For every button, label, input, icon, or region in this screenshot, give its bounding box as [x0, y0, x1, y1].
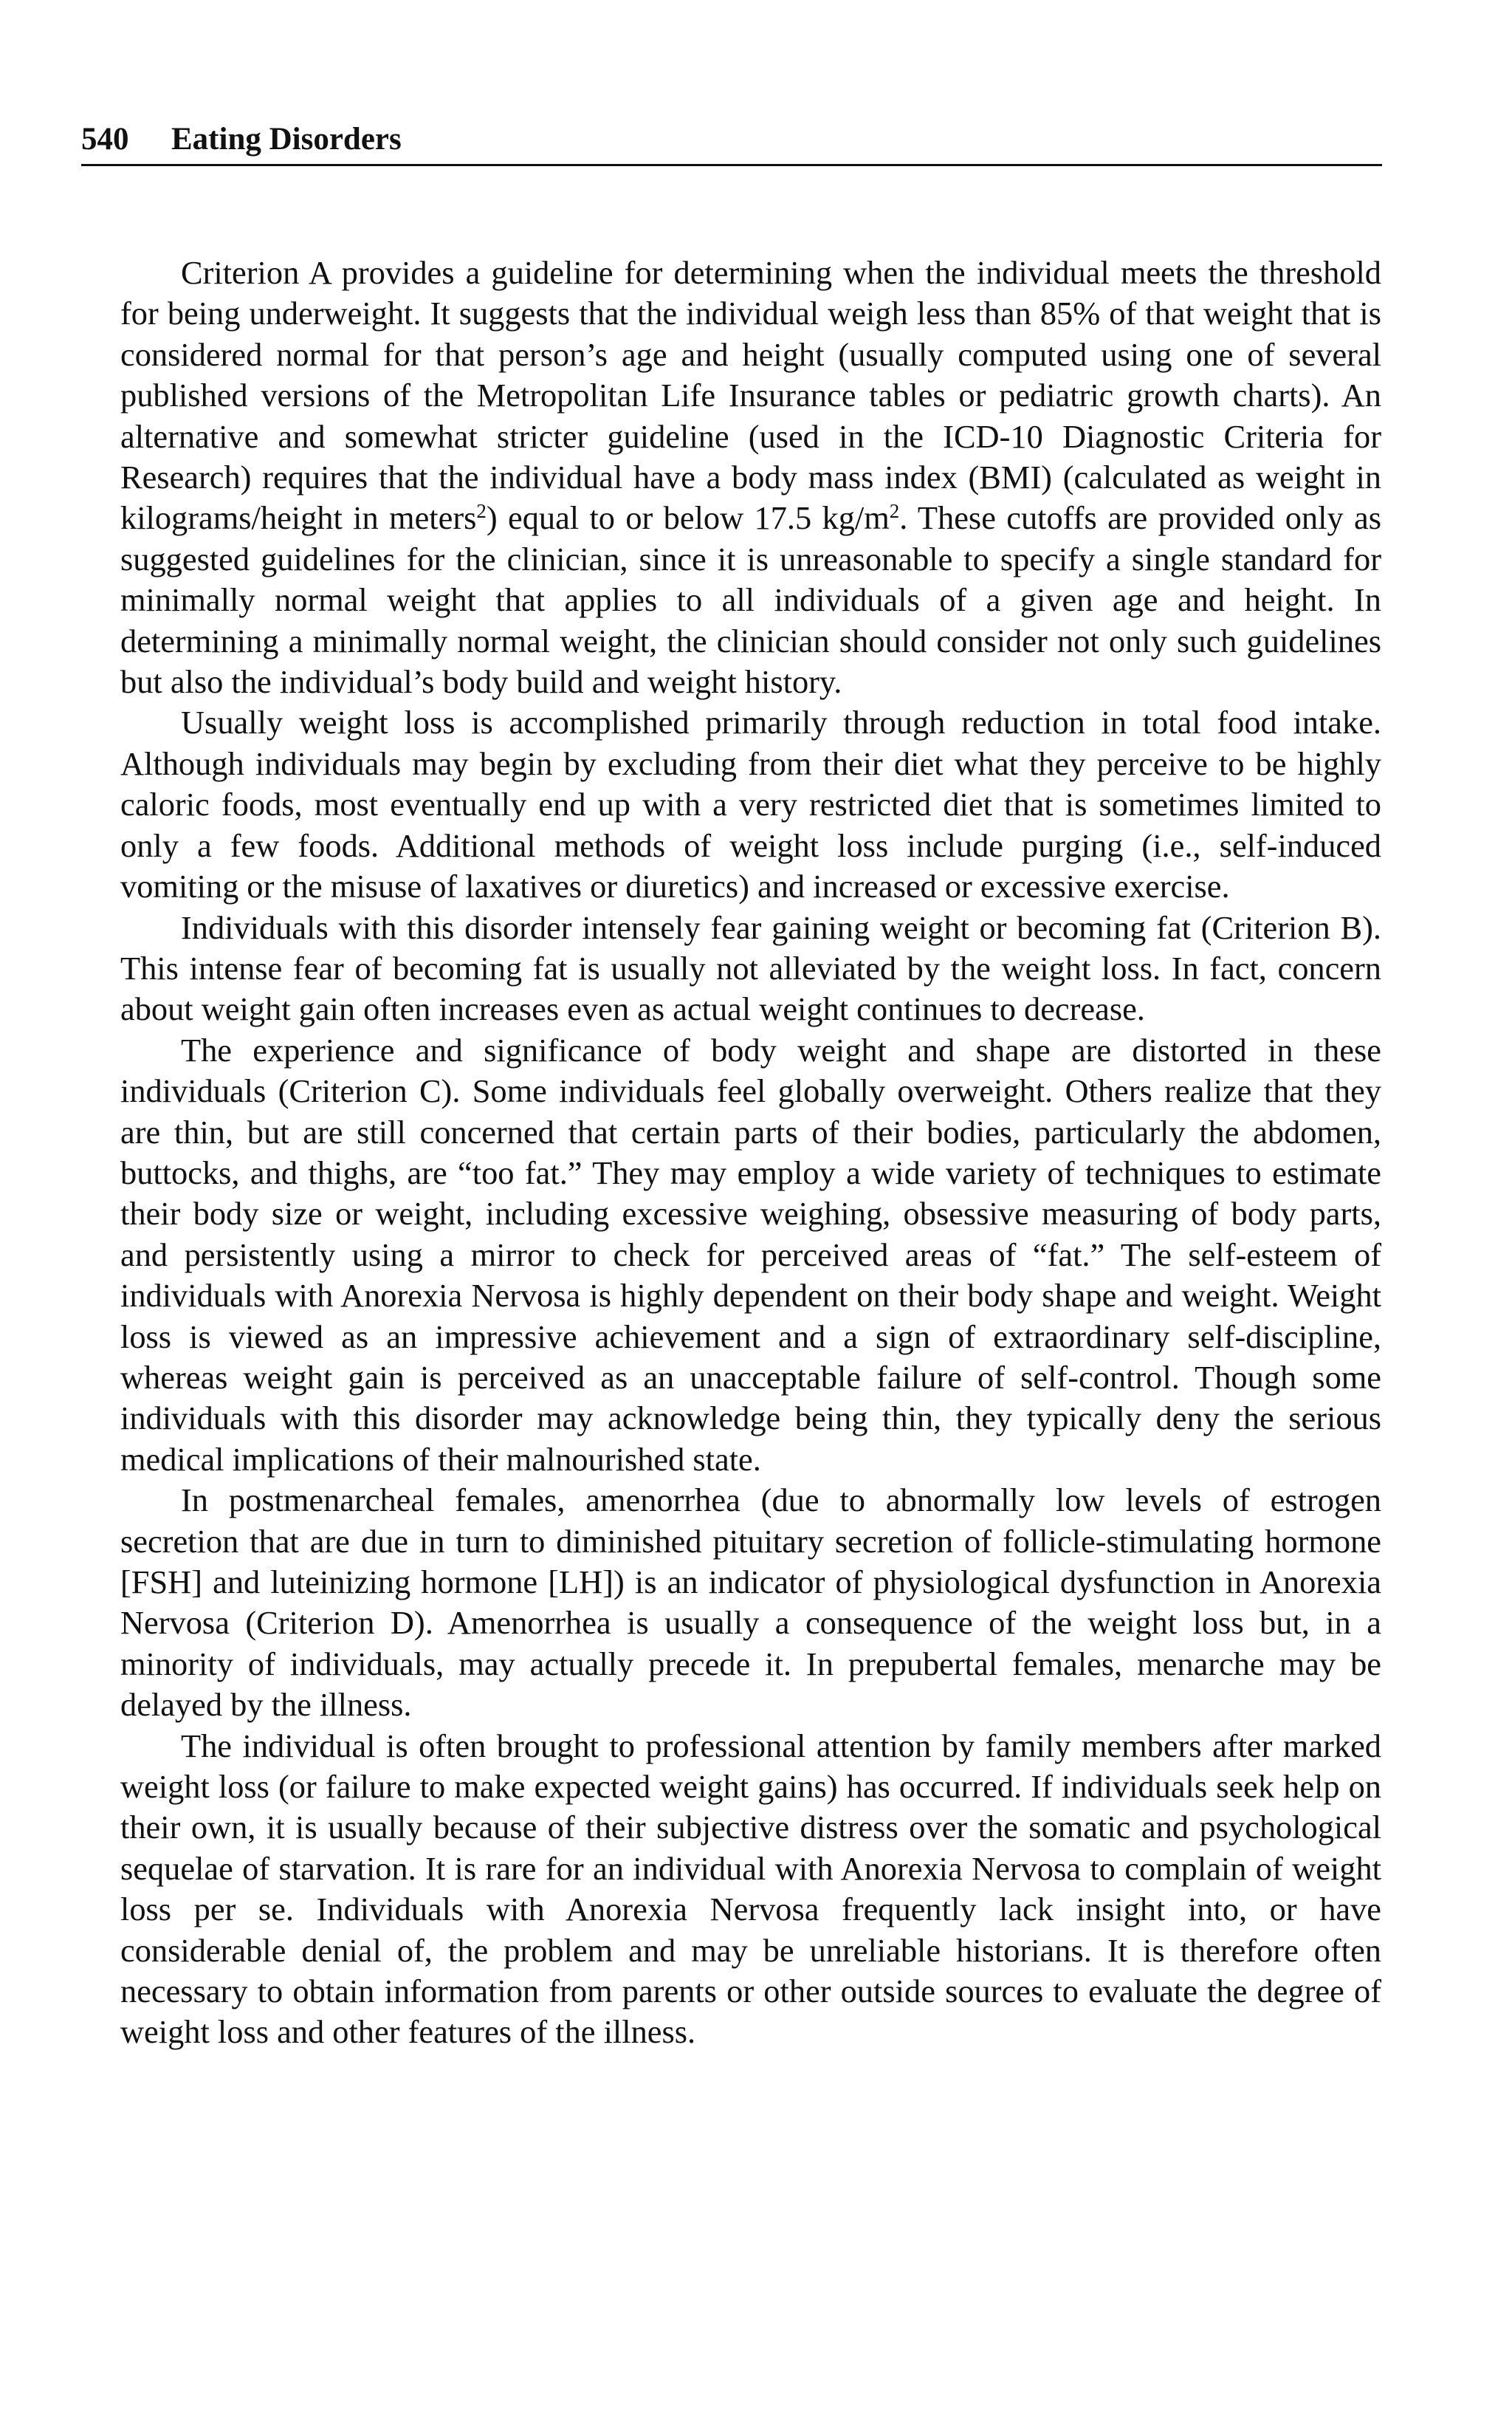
superscript-2: 2 [476, 500, 487, 523]
paragraph-text-segment: ) equal to or below 17.5 kg/m [486, 499, 890, 537]
paragraph-criterion-c: The experience and significance of body weight and shape are distorted in these individuals (Criterion C). Some individuals feel globally overweight. Others realize that they are thin, but are still concerned that certain parts of their bodies, particularly the abdomen, buttocks, and thighs, are “too fat.” They may employ a wide variety of techniques to estimate their body size or weight, including excessive weighing, obsessive measuring of body parts, and persistently using a mirror to check for perceived areas of “fat.” The self-esteem of individuals with Anorexia Nervosa is highly dependent on their body shape and weight. Weight loss is viewed as an impressive achievement and a sign of extraordinary self-discipline, whereas weight gain is perceived as an unacceptable failure of self-control. Though some individuals with this disorder may acknowledge being thin, they typically deny the serious medical implications of their malnourished state. [120, 1031, 1381, 1478]
header-rule [81, 164, 1382, 166]
paragraph-criterion-b: Individuals with this disorder intensely fear gaining weight or becoming fat (Criterion B). This intense fear of becoming fat is usually not alleviated by the weight loss. In fact, concern about weight gain often increases even as actual weight continues to decrease. [120, 908, 1381, 1028]
body-text [120, 253, 1381, 2053]
paragraph-text-segment: . These cutoffs are provided only as suggested guidelines for the clinician, since it is unreasonable to specify a single standard for minimally normal weight that applies to all individuals of a given age and height. In determining a minimally normal weight, the clinician should consider not only such guidelines but also the individual’s body build and weight history. [120, 499, 1381, 701]
running-head [81, 117, 1382, 162]
paragraph-text-segment: Criterion A provides a guideline for determining when the individual meets the threshold for being underweight. It suggests that the individual weigh less than 85% of that weight that is considered normal for that person’s age and height (usually computed using one of several published versions of the Metropolitan Life Insurance tables or pediatric growth charts). An alternative and somewhat stricter guideline (used in the ICD-10 Diagnostic Criteria for Research) requires that the individual have a body mass index (BMI) (calculated as weight in kilograms/height in meters [120, 254, 1381, 537]
page-number: 540 [81, 122, 129, 157]
paragraph-weight-loss-methods: Usually weight loss is accomplished primarily through reduction in total food intake. Although individuals may begin by excluding from their diet what they perceive to be highly caloric foods, most eventually end up with a very restricted diet that is sometimes limited to only a few foods. Additional methods of weight loss include purging (i.e., self-induced vomiting or the misuse of laxatives or diuretics) and increased or excessive exercise. [120, 704, 1381, 905]
paragraph-professional-attention: The individual is often brought to professional attention by family members after marked weight loss (or failure to make expected weight gains) has occurred. If individuals seek help on their own, it is usually because of their subjective distress over the somatic and psychological sequelae of starvation. It is rare for an individual with Anorexia Nervosa to complain of weight loss per se. Individuals with Anorexia Nervosa frequently lack insight into, or have considerable denial of, the problem and may be unreliable historians. It is therefore often necessary to obtain information from parents or other outside sources to evaluate the degree of weight loss and other features of the illness. [120, 1727, 1381, 2051]
superscript-2: 2 [889, 500, 900, 523]
paragraph-criterion-d: In postmenarcheal females, amenorrhea (due to abnormally low levels of estrogen secretion that are due in turn to diminished pituitary secretion of follicle-stimulating hormone [FSH] and luteinizing hormone [LH]) is an indicator of physiological dysfunction in Anorexia Nervosa (Criterion D). Amenorrhea is usually a consequence of the weight loss but, in a minority of individuals, may actually precede it. In prepubertal females, menarche may be delayed by the illness. [120, 1481, 1381, 1724]
section-title: Eating Disorders [171, 122, 402, 157]
paragraph-criterion-a [120, 253, 1381, 702]
